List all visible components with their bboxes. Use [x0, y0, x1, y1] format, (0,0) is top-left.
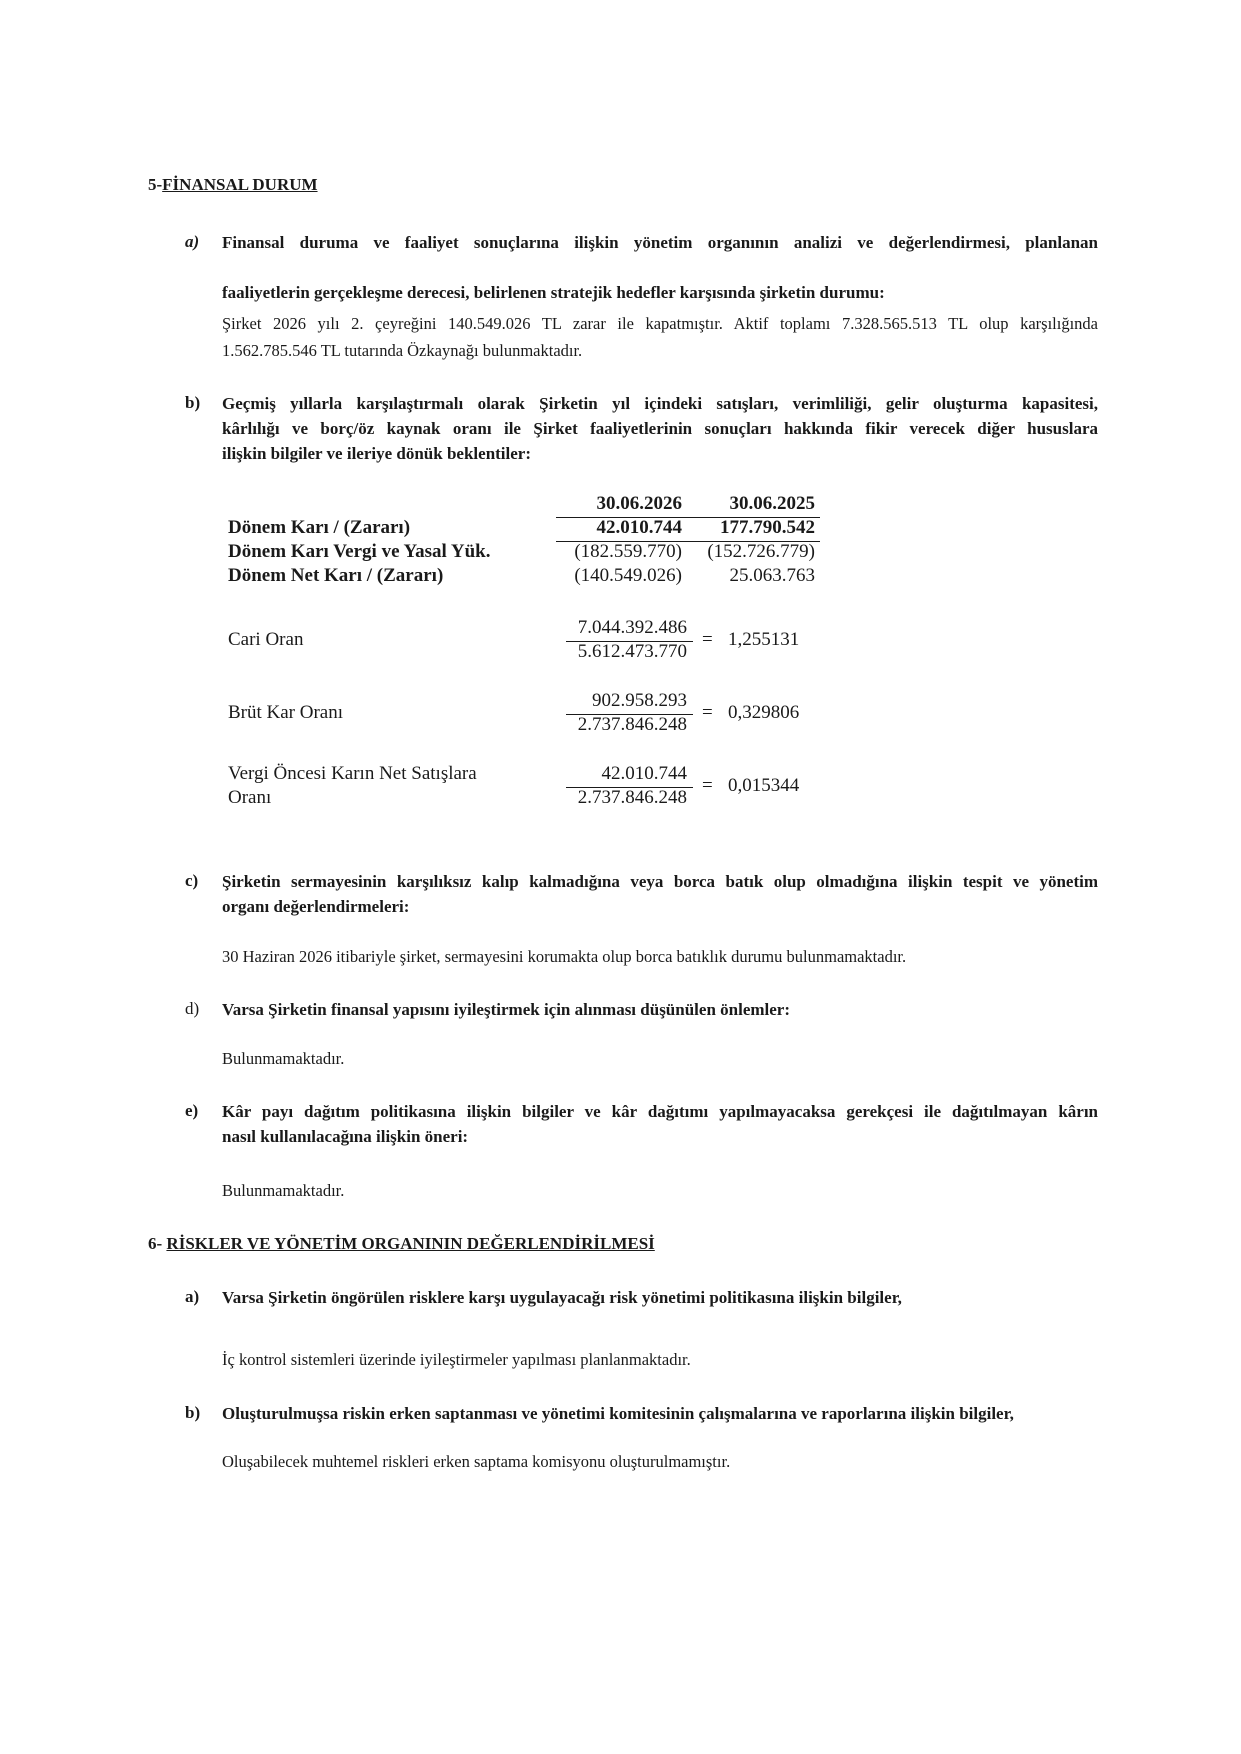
table-header-2025: 30.06.2025 — [729, 493, 815, 514]
item-5d-question: Varsa Şirketin finansal yapısını iyileştirmek için alınması düşünülen önlemler: — [222, 1000, 791, 1019]
item-5a-question-line2: faaliyetlerin gerçekleşme derecesi, belirlenen stratejik hedefler karşısında şirketin durumu: — [222, 283, 885, 302]
item-6b-answer: Oluşabilecek muhtemel riskleri erken saptama komisyonu oluşturulmamıştır. — [222, 1452, 731, 1471]
item-5c-answer: 30 Haziran 2026 itibariyle şirket, sermayesini korumakta olup borca batıklık durumu bulunmamaktadır. — [222, 947, 907, 966]
table-cell-value: 25.063.763 — [729, 565, 815, 586]
item-5b-marker: b) — [185, 393, 201, 412]
section-5-title: FİNANSAL DURUM — [162, 175, 318, 194]
section-6-number: 6- — [148, 1234, 167, 1253]
item-5e-question-line1: Kâr payı dağıtım politikasına ilişkin bilgiler ve kâr dağıtımı yapılmayacaksa gerekçesi ile dağıtılmayan kârın — [222, 1102, 1098, 1121]
table-cell-value: 42.010.744 — [596, 517, 682, 538]
ratio-equals: = — [702, 629, 713, 650]
item-5b-question-line2: kârlılığı ve borç/öz kaynak oranı ile Şirket faaliyetlerinin sonuçları hakkında fikir verecek diğer hususlara — [222, 419, 1098, 438]
item-5c-question-line2: organı değerlendirmeleri: — [222, 897, 410, 916]
table-cell-value: (152.726.779) — [707, 541, 815, 562]
item-5a-question-line1: Finansal duruma ve faaliyet sonuçlarına ilişkin yönetim organının analizi ve değerlendirmesi, planlanan — [222, 233, 1098, 252]
table-row-label: Dönem Karı Vergi ve Yasal Yük. — [228, 541, 491, 562]
ratio-numerator: 902.958.293 — [592, 690, 687, 711]
ratio-result: 0,015344 — [728, 775, 800, 796]
ratio-denominator: 5.612.473.770 — [577, 641, 687, 662]
item-5c-question-line1: Şirketin sermayesinin karşılıksız kalıp kalmadığına veya borca batık olup olmadığına ilişkin tespit ve yönetim — [222, 872, 1098, 891]
ratio-numerator: 42.010.744 — [601, 763, 687, 784]
item-5a-answer-line2: 1.562.785.546 TL tutarında Özkaynağı bulunmaktadır. — [222, 341, 583, 360]
item-5a-question — [222, 230, 1098, 305]
ratio-denominator: 2.737.846.248 — [577, 787, 687, 808]
ratio-denominator: 2.737.846.248 — [577, 714, 687, 735]
item-5a-answer — [222, 310, 1098, 364]
ratio-equals: = — [702, 702, 713, 723]
item-5a-answer-line1: Şirket 2026 yılı 2. çeyreğini 140.549.026 TL zarar ile kapatmıştır. Aktif toplamı 7.328.565.513 TL olup karşılığında — [222, 314, 1098, 333]
table-cell-value: 177.790.542 — [720, 517, 815, 538]
ratio-result: 0,329806 — [728, 702, 800, 723]
item-6a-marker: a) — [185, 1287, 200, 1306]
item-5d-answer: Bulunmamaktadır. — [222, 1049, 345, 1068]
item-5e-question — [222, 1099, 1098, 1149]
table-row-label: Dönem Karı / (Zararı) — [228, 517, 411, 538]
item-5b-question — [222, 391, 1098, 466]
section-6-title: RİSKLER VE YÖNETİM ORGANININ DEĞERLENDİRİLMESİ — [166, 1234, 655, 1253]
item-6b-marker: b) — [185, 1403, 201, 1422]
item-6a-answer: İç kontrol sistemleri üzerinde iyileştirmeler yapılması planlanmaktadır. — [222, 1350, 691, 1369]
ratio-label: Vergi Öncesi Karın Net Satışlara — [228, 763, 477, 784]
item-5c-marker: c) — [185, 871, 199, 890]
table-row-label: Dönem Net Karı / (Zararı) — [228, 565, 444, 586]
section-5-heading — [148, 175, 318, 195]
ratio-numerator: 7.044.392.486 — [577, 617, 687, 638]
item-5e-answer: Bulunmamaktadır. — [222, 1181, 345, 1200]
item-5e-marker: e) — [185, 1101, 199, 1120]
section-6-heading — [148, 1234, 655, 1254]
item-5b-question-line3: ilişkin bilgiler ve ileriye dönük beklentiler: — [222, 444, 532, 463]
item-5a-marker: a) — [185, 232, 200, 251]
section-5-number: 5- — [148, 175, 163, 194]
item-5c-question — [222, 869, 1098, 919]
ratio-label: Cari Oran — [228, 629, 304, 650]
ratio-label: Brüt Kar Oranı — [228, 702, 344, 723]
item-6b-question: Oluşturulmuşsa riskin erken saptanması ve yönetimi komitesinin çalışmalarına ve raporlarına ilişkin bilgiler, — [222, 1404, 1014, 1423]
item-5e-question-line2: nasıl kullanılacağına ilişkin öneri: — [222, 1127, 469, 1146]
item-5d-marker: d) — [185, 999, 200, 1018]
item-5b-question-line1: Geçmiş yıllarla karşılaştırmalı olarak Şirketin yıl içindeki satışları, verimliliği, gelir oluşturma kapasitesi, — [222, 394, 1098, 413]
table-header-2026: 30.06.2026 — [596, 493, 682, 514]
ratio-equals: = — [702, 775, 713, 796]
table-cell-value: (140.549.026) — [574, 565, 682, 586]
ratio-result: 1,255131 — [728, 629, 800, 650]
table-cell-value: (182.559.770) — [574, 541, 682, 562]
item-6a-question: Varsa Şirketin öngörülen risklere karşı uygulayacağı risk yönetimi politikasına ilişkin bilgiler, — [222, 1288, 902, 1307]
ratio-label-line2: Oranı — [228, 787, 272, 808]
